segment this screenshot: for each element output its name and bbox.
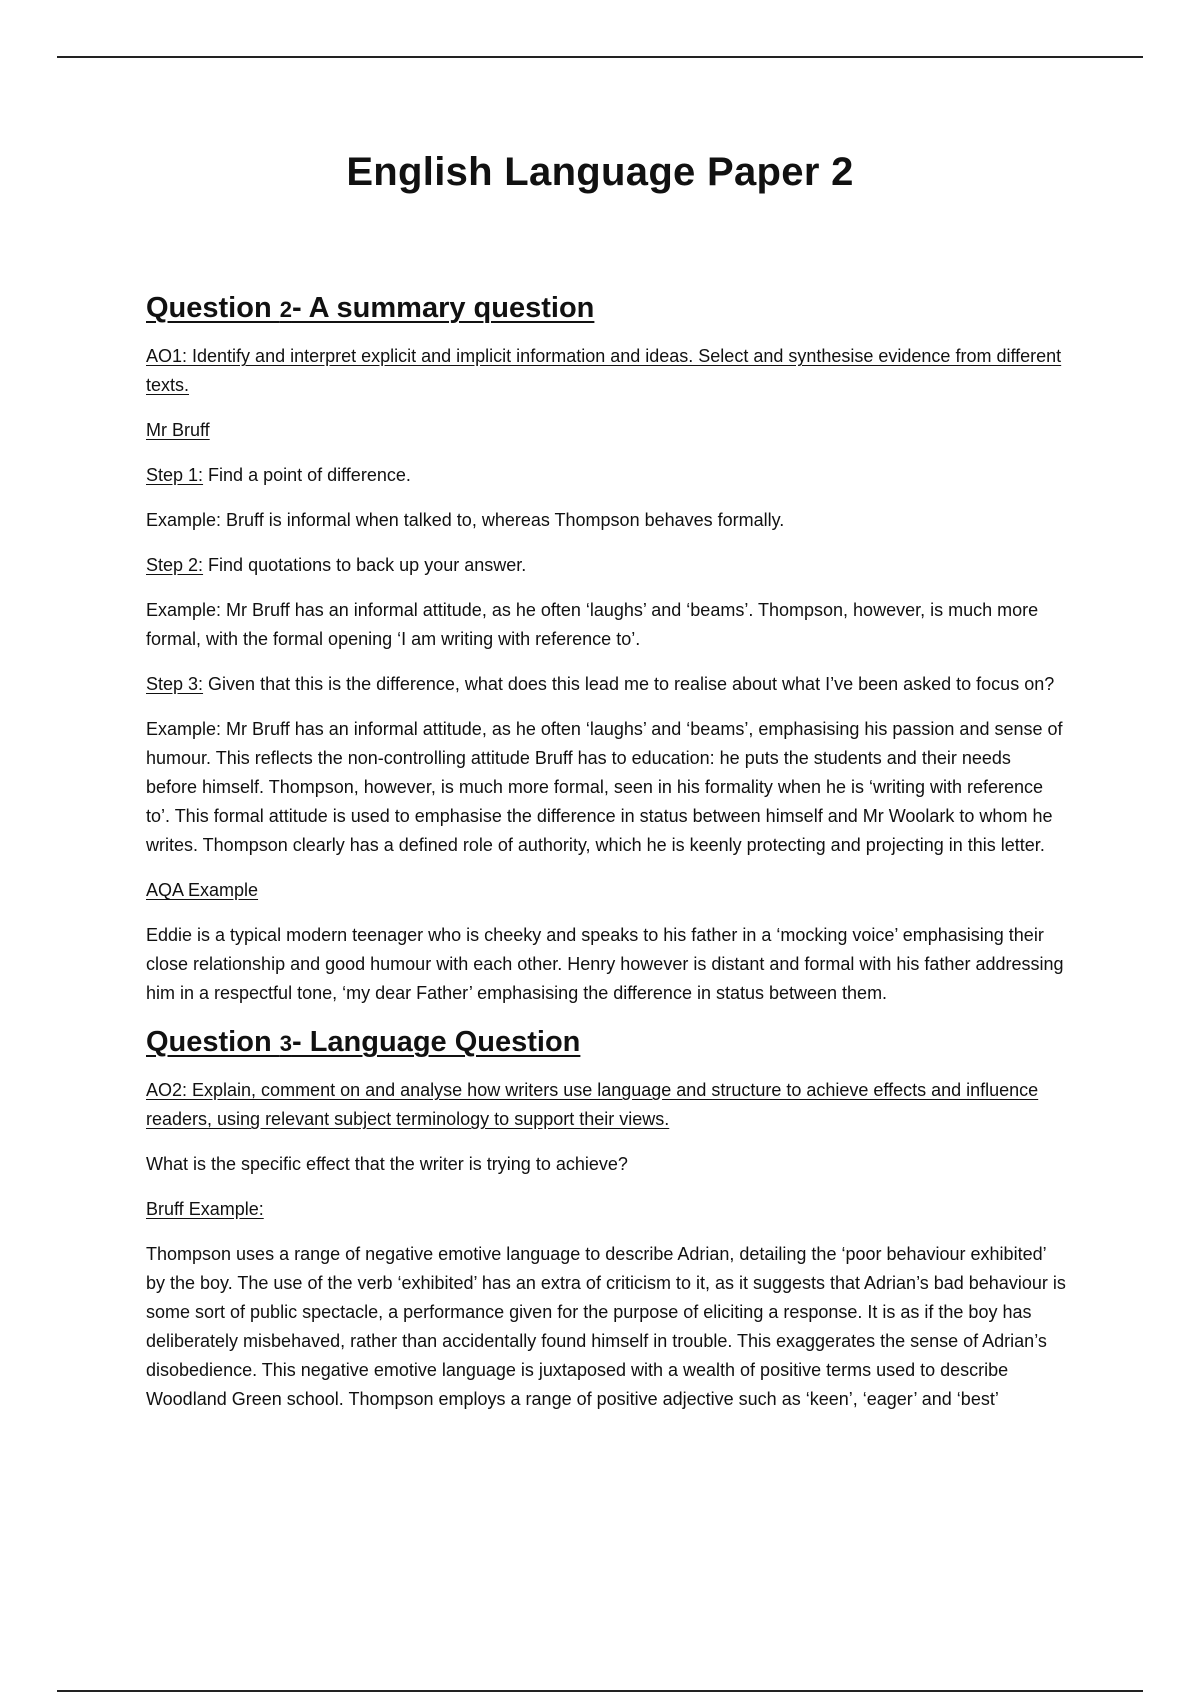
question-2-heading-prefix: Question bbox=[146, 292, 280, 324]
step-3-label: Step 3: bbox=[146, 674, 204, 694]
question-2-number: 2 bbox=[279, 297, 292, 322]
step-3-text: Given that this is the difference, what does this lead me to realise about what I’ve been asked to focus on? bbox=[203, 674, 1055, 694]
mr-bruff-label: Mr Bruff bbox=[146, 420, 210, 440]
specific-effect-prompt: What is the specific effect that the writer is trying to achieve? bbox=[146, 1154, 628, 1174]
question-3-number: 3 bbox=[279, 1031, 292, 1056]
example-1: Example: Bruff is informal when talked to, whereas Thompson behaves formally. bbox=[146, 510, 785, 530]
question-3-heading-title: - Language Question bbox=[291, 1026, 581, 1058]
question-2-heading bbox=[146, 290, 1066, 328]
ao2-objective: AO2: Explain, comment on and analyse how writers use language and structure to achieve effects and influence readers, using relevant subject terminology to support their views. bbox=[146, 1080, 1039, 1129]
bruff-example-text: Thompson uses a range of negative emotive language to describe Adrian, detailing the ‘poor behaviour exhibited’ by the boy. The use of the verb ‘exhibited’ has an extra of criticism to it, as it suggests that Adrian’s bad behaviour is some sort of public spectacle, a performance given for the purpose of eliciting a response. It is as if the boy has deliberately misbehaved, rather than accidentally found himself in trouble. This exaggerates the sense of Adrian’s disobedience. This negative emotive language is juxtaposed with a wealth of positive terms used to describe Woodland Green school. Thompson employs a range of positive adjective such as ‘keen’, ‘eager’ and ‘best’ bbox=[146, 1244, 1066, 1409]
aqa-example-text: Eddie is a typical modern teenager who is cheeky and speaks to his father in a ‘mocking voice’ emphasising their close relationship and good humour with each other. Henry however is distant and formal with his father addressing him in a respectful tone, ‘my dear Father’ emphasising the difference in status between them. bbox=[146, 925, 1064, 1003]
step-1-label: Step 1: bbox=[146, 465, 204, 485]
document-title: English Language Paper 2 bbox=[346, 150, 854, 194]
step-2 bbox=[146, 551, 1066, 580]
step-1 bbox=[146, 461, 1066, 490]
question-3-heading-prefix: Question bbox=[146, 1026, 280, 1058]
bruff-example-label: Bruff Example: bbox=[146, 1199, 264, 1219]
aqa-example-label: AQA Example bbox=[146, 880, 259, 900]
step-1-text: Find a point of difference. bbox=[203, 465, 411, 485]
step-2-text: Find quotations to back up your answer. bbox=[203, 555, 527, 575]
question-2-heading-title: - A summary question bbox=[291, 292, 595, 324]
bottom-rule bbox=[57, 1690, 1143, 1692]
step-3 bbox=[146, 670, 1066, 699]
example-2: Example: Mr Bruff has an informal attitude, as he often ‘laughs’ and ‘beams’. Thompson, however, is much more formal, with the formal opening ‘I am writing with reference to’. bbox=[146, 600, 1039, 649]
ao1-objective: AO1: Identify and interpret explicit and implicit information and ideas. Select and synthesise evidence from different texts. bbox=[146, 346, 1062, 395]
example-3: Example: Mr Bruff has an informal attitude, as he often ‘laughs’ and ‘beams’, emphasising his passion and sense of humour. This reflects the non-controlling attitude Bruff has to education: he puts the students and their needs before himself. Thompson, however, is much more formal, seen in his formality when he is ‘writing with reference to’. This formal attitude is used to emphasise the difference in status between himself and Mr Woolark to whom he writes. Thompson clearly has a defined role of authority, which he is keenly protecting and projecting in this letter. bbox=[146, 719, 1063, 855]
document-body bbox=[146, 290, 1066, 1430]
top-rule bbox=[57, 56, 1143, 58]
step-2-label: Step 2: bbox=[146, 555, 204, 575]
question-3-heading bbox=[146, 1024, 1066, 1062]
